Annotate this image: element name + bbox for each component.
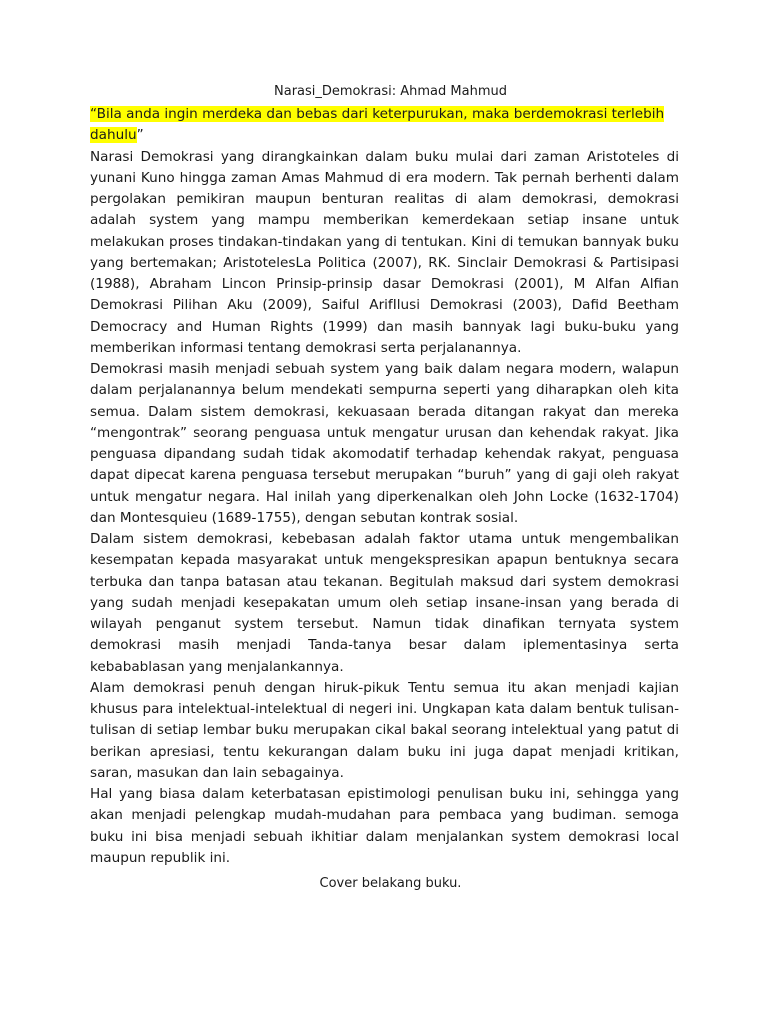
body-paragraph: Dalam sistem demokrasi, kebebasan adalah faktor utama untuk mengembalikan kesempatan kepada masyarakat untuk mengekspresikan apapun bentuknya secara terbuka dan tanpa batasan atau tekanan. Begitulah maksud dari system demokrasi yang sudah menjadi kesepakatan umum oleh setiap insane-insan yang berada di wilayah penganut system tersebut. Namun tidak dinafikan ternyata system demokrasi masih menjadi Tanda-tanya besar dalam iplementasinya serta kebabablasan yang menjalankannya.: [90, 531, 679, 675]
document-title: Narasi_Demokrasi: Ahmad Mahmud: [274, 84, 507, 99]
body-paragraph: Demokrasi masih menjadi sebuah system yang baik dalam negara modern, walapun dalam perjalanannya belum mendekati sempurna seperti yang diharapkan oleh kita semua. Dalam sistem demokrasi, kekuasaan berada ditangan rakyat dan mereka “mengontrak” seorang penguasa untuk mengatur urusan dan kehendak rakyat. Jika penguasa dipandang sudah tidak akomodatif terhadap kehendak rakyat, penguasa dapat dipecat karena penguasa tersebut merupakan “buruh” yang di gaji oleh rakyat untuk mengatur negara. Hal inilah yang diperkenalkan oleh John Locke (1632-1704) dan Montesquieu (1689-1755), dengan sebutan kontrak sosial.: [90, 361, 679, 526]
quote-text: Bila anda ingin merdeka dan bebas dari keterpurukan, maka berdemokrasi terlebih dahulu: [90, 106, 665, 144]
highlighted-quote: [90, 104, 679, 147]
quote-open-mark: “: [90, 106, 97, 122]
quote-close-mark: ”: [136, 127, 144, 144]
body-paragraph: Alam demokrasi penuh dengan hiruk-pikuk Tentu semua itu akan menjadi kajian khusus para intelektual-intelektual di negeri ini. Ungkapan kata dalam bentuk tulisan-tulisan di setiap lembar buku merupakan cikal bakal seorang intelektual yang patut di berikan apresiasi, tentu kekurangan dalam buku ini juga dapat menjadi kritikan, saran, masukan dan lain sebagainya.: [90, 679, 679, 781]
body-paragraph: Hal yang biasa dalam keterbatasan epistimologi penulisan buku ini, sehingga yang akan menjadi pelengkap mudah-mudahan para pembaca yang budiman. semoga buku ini bisa menjadi sebuah ikhitiar dalam menjalankan system demokrasi local maupun republik ini.: [90, 786, 679, 866]
cover-caption: Cover belakang buku.: [319, 876, 462, 892]
body-paragraph: Narasi Demokrasi yang dirangkainkan dalam buku mulai dari zaman Aristoteles di yunani Kuno hingga zaman Amas Mahmud di era modern. Tak pernah berhenti dalam pergolakan pemikiran maupun benturan realitas di alam demokrasi, demokrasi adalah system yang mampu memberikan kemerdekaan setiap insane untuk melakukan proses tindakan-tindakan yang di tentukan. Kini di temukan bannyak buku yang bertemakan; AristotelesLa Politica (2007), RK. Sinclair Demokrasi & Partisipasi (1988), Abraham Lincon Prinsip-prinsip dasar Demokrasi (2001), M Alfan Alfian Demokrasi Pilihan Aku (2009), Saiful ArifIlusi Demokrasi (2003), Dafid Beetham Democracy and Human Rights (1999) dan masih bannyak lagi buku-buku yang memberikan informasi tentang demokrasi serta perjalanannya.: [90, 148, 679, 356]
